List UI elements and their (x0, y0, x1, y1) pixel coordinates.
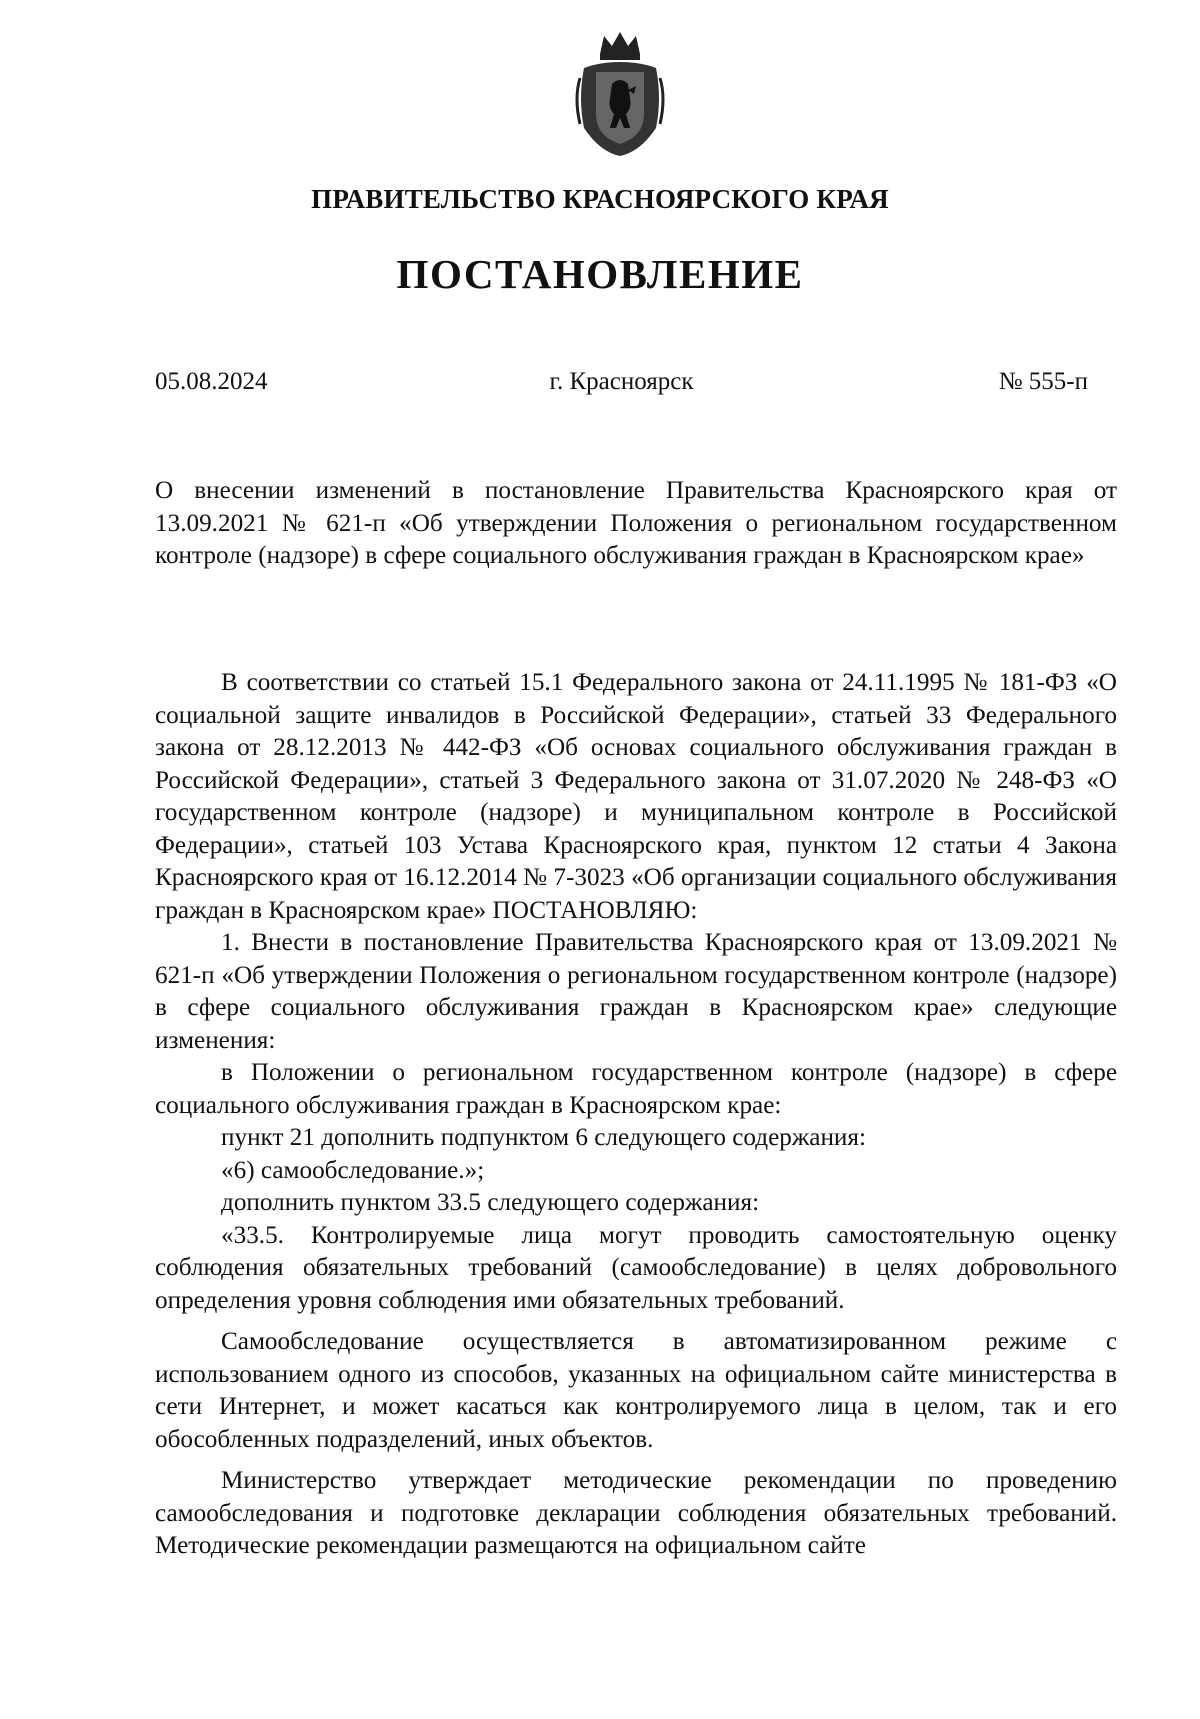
body-paragraph: Министерство утверждает методические рекомендации по проведению самообследования и подготовке декларации соблюдения обязательных требований. Методические рекомендации размещаются на официальном сайте (155, 1467, 1117, 1559)
government-title: ПРАВИТЕЛЬСТВО КРАСНОЯРСКОГО КРАЯ (311, 184, 889, 214)
body-paragraph: пункт 21 дополнить подпунктом 6 следующего содержания: (221, 1124, 866, 1151)
document-body (155, 667, 1117, 1563)
body-paragraph: 1. Внести в постановление Правительства Красноярского края от 13.09.2021 № 621-п «Об утверждении Положения о региональном государственном контроле (надзоре) в сфере социального обслуживания граждан в Красноярском крае» следующие изменения: (155, 929, 1117, 1054)
document-number: № 555-п (998, 368, 1088, 395)
body-paragraph: в Положении о региональном государственном контроле (надзоре) в сфере социального обслуживания граждан в Красноярском крае: (155, 1059, 1117, 1119)
body-paragraph: «33.5. Контролируемые лица могут проводить самостоятельную оценку соблюдения обязательных требований (самообследование) в целях добровольного определения уровня соблюдения ими обязательных требований. (155, 1221, 1117, 1314)
body-paragraph: «6) самообследование.»; (221, 1156, 485, 1184)
body-paragraph: Самообследование осуществляется в автоматизированном режиме с использованием одного из способов, указанных на официальном сайте министерства в сети Интернет, и может касаться как контролируемого лица в целом, так и его обособленных подразделений, иных объектов. (155, 1328, 1117, 1453)
document-type-title: ПОСТАНОВЛЕНИЕ (396, 251, 804, 297)
subject-text: О внесении изменений в постановление Правительства Красноярского края от 13.09.2021 № 621-п «Об утверждении Положения о региональном государственном контроле (надзоре) в сфере социального обслуживания граждан в Красноярском крае» (155, 477, 1117, 569)
preamble-paragraph: В соответствии со статьей 15.1 Федерального закона от 24.11.1995 № 181-ФЗ «О социальной защите инвалидов в Российской Федерации», статьей 33 Федерального закона от 28.12.2013 № 442-ФЗ «Об основах социального обслуживания граждан в Российской Федерации», статьей 3 Федерального закона от 31.07.2020 № 248-ФЗ «О государственном контроле (надзоре) и муниципальном контроле в Российской Федерации», статьей 103 Устава Красноярского края, пунктом 12 статьи 4 Закона Красноярского края от 16.12.2014 № 7-3023 «Об организации социального обслуживания граждан в Красноярском крае» ПОСТАНОВЛЯЮ: (155, 669, 1117, 924)
body-paragraph: дополнить пунктом 33.5 следующего содержания: (221, 1189, 760, 1216)
krasnoyarsk-coat-of-arms-icon (570, 28, 670, 158)
document-subject (155, 475, 1117, 573)
document-date: 05.08.2024 (155, 368, 268, 395)
document-city: г. Красноярск (549, 368, 694, 395)
document-meta-row (155, 368, 1088, 404)
